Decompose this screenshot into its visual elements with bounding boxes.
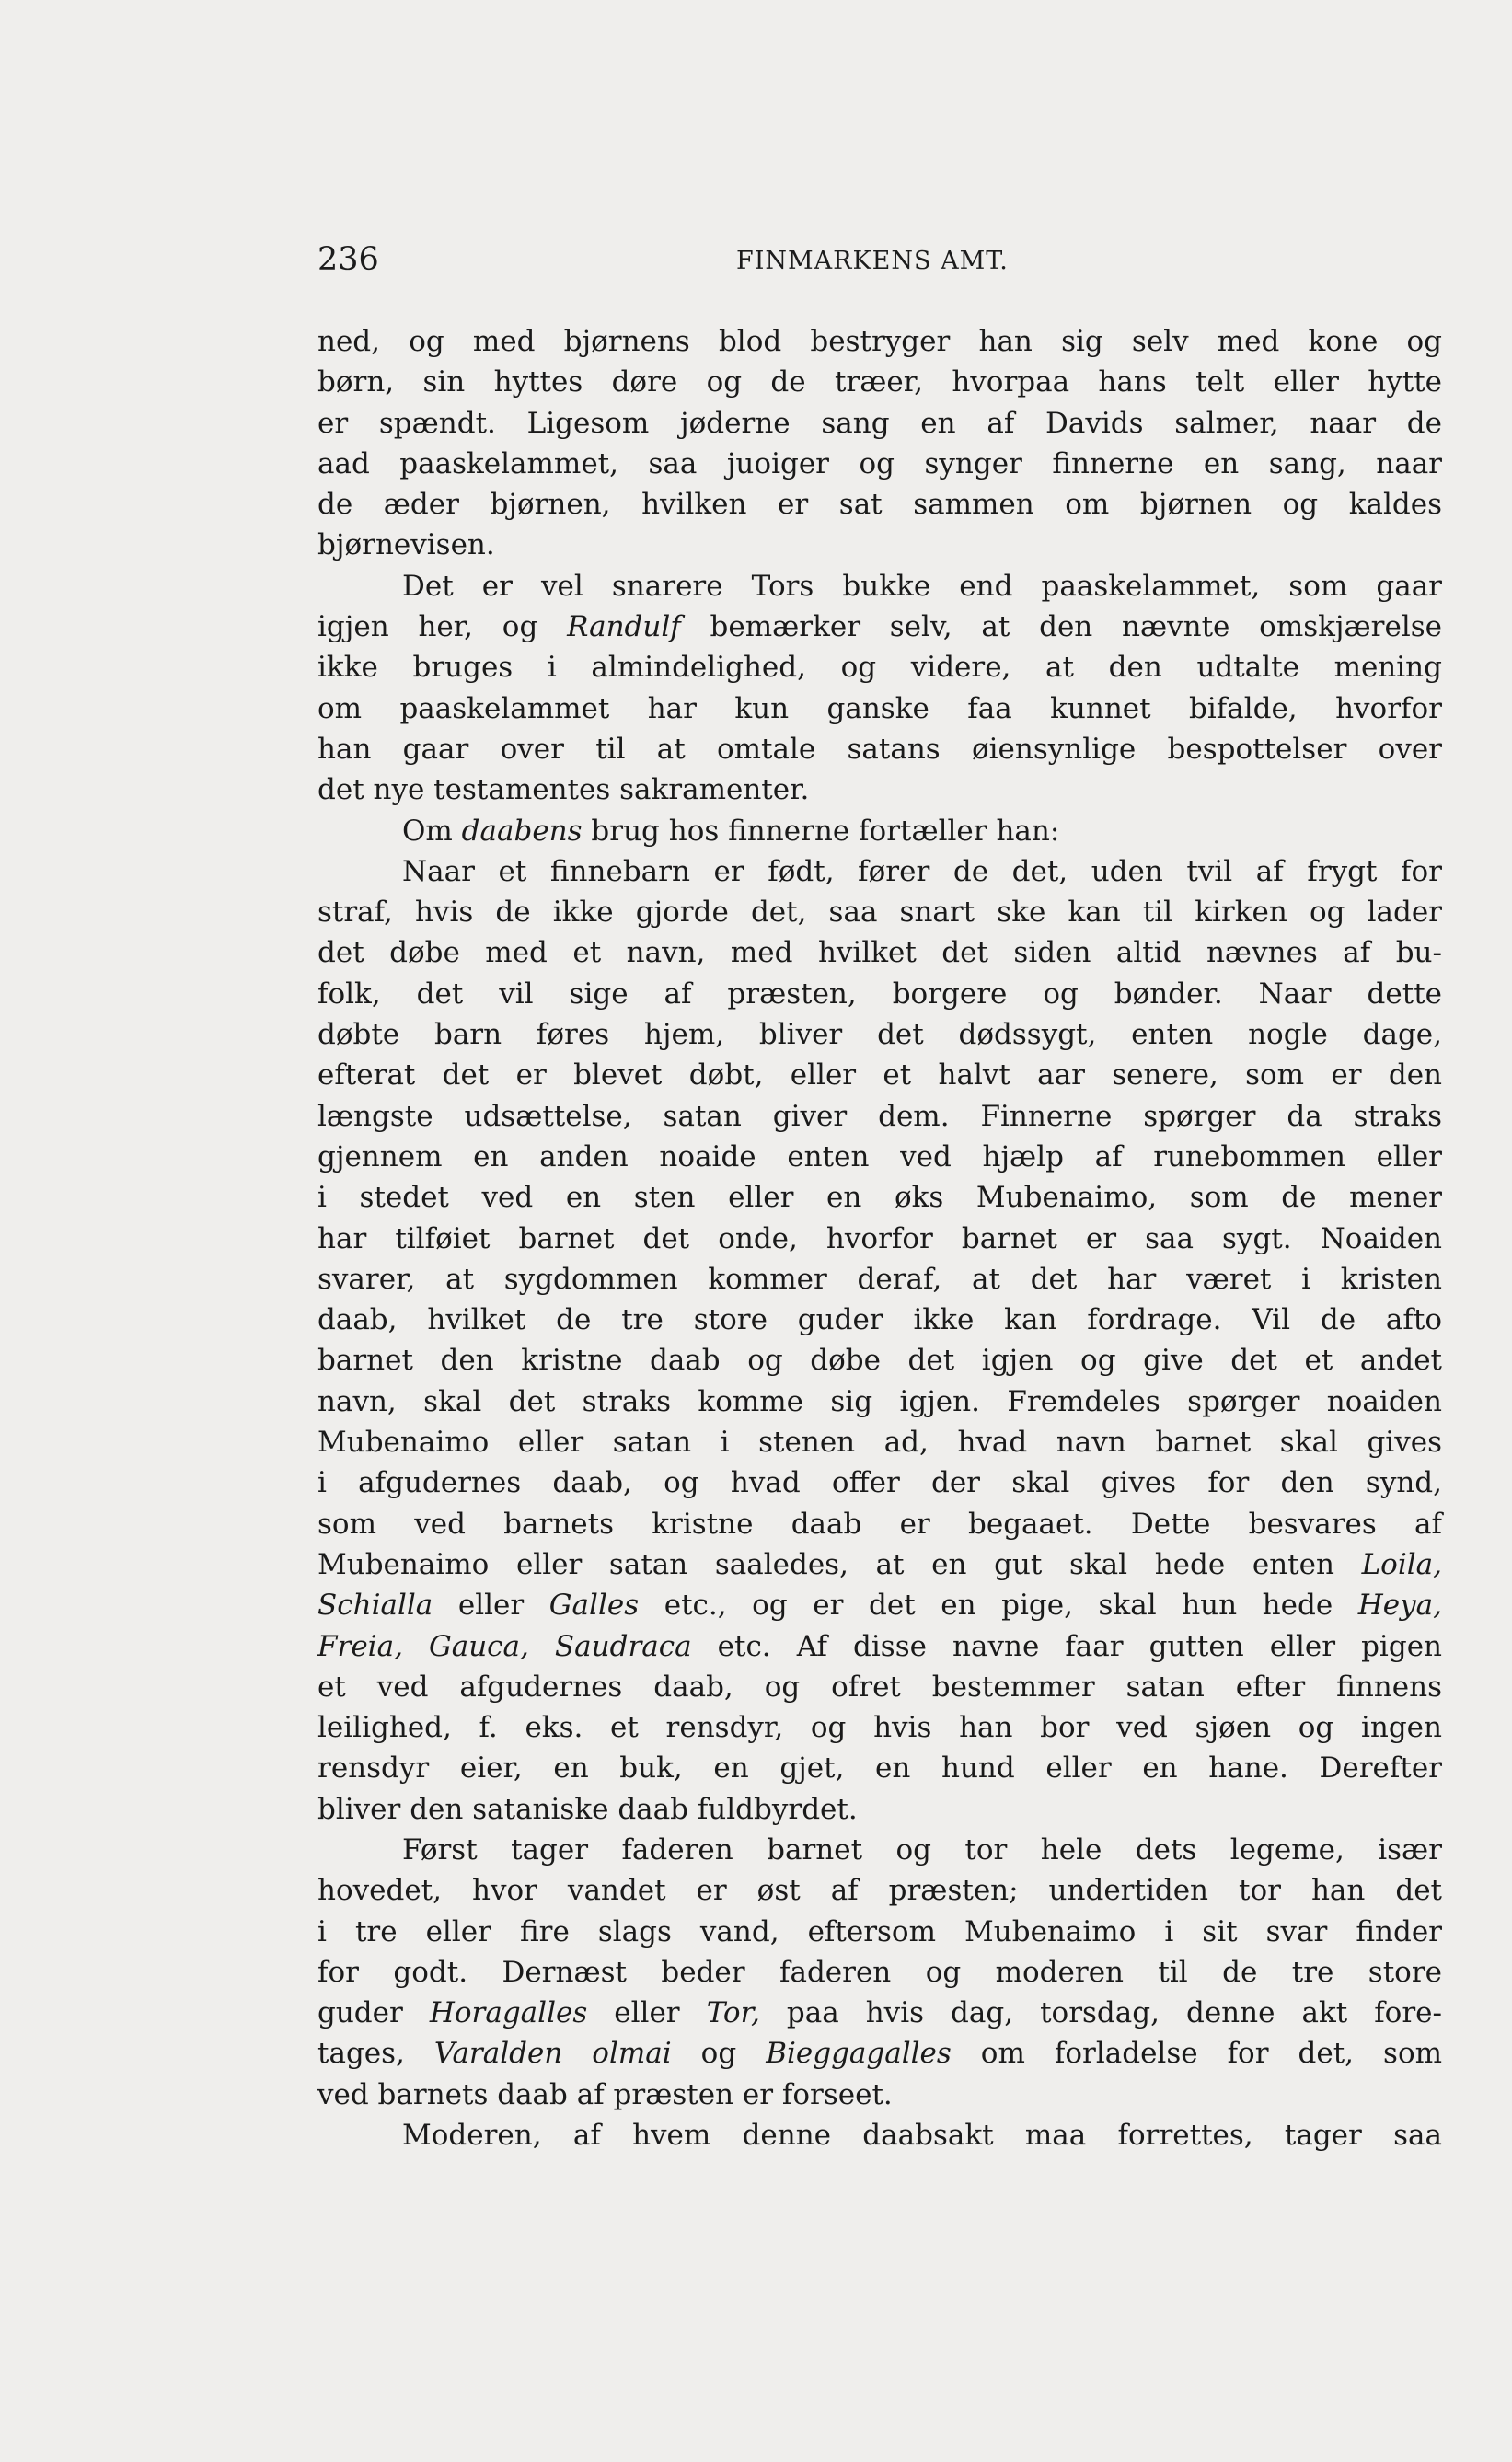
text-line <box>317 1177 1442 1218</box>
text-line <box>317 1504 1442 1544</box>
text-segment: brug hos finnerne fortæller han: <box>582 814 1060 848</box>
text-segment: Mubenaimo eller satan saaledes, at en gut skal hede enten <box>317 1547 1362 1581</box>
text-line <box>317 1259 1442 1300</box>
text-segment: navn, skal det straks komme sig igjen. Fremdeles spørger noaiden <box>317 1384 1442 1418</box>
text-segment: paa hvis dag, torsdag, denne akt fore- <box>759 1996 1442 2030</box>
text-segment: etc., og er det en pige, skal hun hede <box>639 1589 1358 1623</box>
text-line <box>317 484 1442 525</box>
italic-term: Galles <box>548 1589 640 1623</box>
text-segment: svarer, at sygdommen kommer deraf, at det har været i kristen <box>317 1262 1442 1296</box>
text-line <box>317 1219 1442 1259</box>
text-segment: døbte barn føres hjem, bliver det dødssygt, enten nogle dage, <box>317 1018 1442 1052</box>
text-segment: ned, og med bjørnens blod bestryger han sig selv med kone og <box>317 325 1442 358</box>
text-segment: i afgudernes daab, og hvad offer der skal gives for den synd, <box>317 1466 1442 1500</box>
text-segment: i tre eller fire slags vand, eftersom Mubenaimo i sit svar finder <box>317 1914 1442 1948</box>
text-segment: Om <box>402 814 462 848</box>
text-line <box>317 1748 1442 1788</box>
text-segment: leilighed, f. eks. et rensdyr, og hvis han bor ved sjøen og ingen <box>317 1711 1442 1745</box>
text-line <box>317 1952 1442 1993</box>
text-line <box>317 525 1442 565</box>
text-segment: længste udsættelse, satan giver dem. Finnerne spørger da straks <box>317 1099 1442 1133</box>
text-line <box>317 2075 1442 2115</box>
text-segment: ikke bruges i almindelighed, og videre, at den udtalte mening <box>317 651 1442 685</box>
text-line <box>317 1667 1442 1707</box>
text-line <box>317 1300 1442 1340</box>
text-line <box>317 769 1442 810</box>
text-segment: som ved barnets kristne daab er begaaet. Dette besvares af <box>317 1507 1442 1541</box>
page-header <box>317 241 1440 287</box>
text-line <box>317 321 1442 362</box>
text-line <box>317 851 1442 892</box>
text-segment: straf, hvis de ikke gjorde det, saa snart ske kan til kirken og lader <box>317 896 1442 930</box>
text-line <box>317 688 1442 729</box>
text-segment: Naar et finnebarn er født, fører de det, uden tvil af frygt for <box>402 854 1442 888</box>
italic-term: Bieggagalles <box>766 2037 952 2071</box>
text-segment: etc. Af disse navne faar gutten eller pigen <box>691 1629 1442 1663</box>
text-line <box>317 607 1442 647</box>
text-segment: folk, det vil sige af præsten, borgere og bønder. Naar dette <box>317 977 1442 1011</box>
text-segment: bliver den sataniske daab fuldbyrdet. <box>317 1792 858 1826</box>
text-segment: eller <box>587 1996 707 2030</box>
italic-term: Varalden olmai <box>433 2037 672 2071</box>
body-text <box>317 321 1442 2156</box>
italic-term: Loila, <box>1361 1547 1442 1581</box>
text-line <box>317 932 1442 973</box>
text-line <box>317 1830 1442 1870</box>
text-line <box>317 362 1442 402</box>
text-segment: ved barnets daab af præsten er forseet. <box>317 2077 893 2111</box>
text-segment: for godt. Dernæst beder faderen og moderen til de tre store <box>317 1955 1442 1989</box>
text-segment: rensdyr eier, en buk, en gjet, en hund eller en hane. Derefter <box>317 1751 1442 1786</box>
text-segment: efterat det er blevet døbt, eller et halvt aar senere, som er den <box>317 1058 1442 1092</box>
text-line <box>317 1789 1442 1830</box>
text-line <box>317 1137 1442 1177</box>
text-line <box>317 1585 1442 1625</box>
text-segment: aad paaskelammet, saa juoiger og synger finnerne en sang, naar <box>317 446 1442 480</box>
text-segment: Først tager faderen barnet og tor hele dets legeme, især <box>402 1832 1442 1867</box>
italic-term: Randulf <box>567 610 681 644</box>
text-segment: et ved afgudernes daab, og ofret bestemmer satan efter finnens <box>317 1670 1442 1704</box>
text-segment: og <box>671 2037 767 2071</box>
text-segment: bemærker selv, at den nævnte omskjærelse <box>680 610 1442 644</box>
italic-term: Heya, <box>1357 1589 1442 1623</box>
text-line <box>317 1340 1442 1381</box>
italic-term: Freia, Gauca, Saudraca <box>317 1629 692 1663</box>
text-line <box>317 566 1442 607</box>
text-segment: om forladelse for det, som <box>951 2037 1443 2071</box>
text-line <box>317 647 1442 688</box>
text-line <box>317 1993 1442 2033</box>
text-line <box>317 974 1442 1014</box>
text-segment: det nye testamentes sakramenter. <box>317 773 810 807</box>
text-segment: igjen her, og <box>317 610 568 644</box>
running-head: FINMARKENS AMT. <box>736 247 1009 275</box>
italic-term: Horagalles <box>429 1996 588 2030</box>
italic-term: Schialla <box>317 1589 433 1623</box>
text-segment: i stedet ved en sten eller en øks Mubenaimo, som de mener <box>317 1181 1442 1215</box>
text-line <box>317 811 1442 851</box>
text-segment: er spændt. Ligesom jøderne sang en af Davids salmer, naar de <box>317 406 1442 440</box>
text-line <box>317 892 1442 932</box>
page-number: 236 <box>317 241 379 278</box>
text-line <box>317 1096 1442 1137</box>
text-line <box>317 444 1442 484</box>
text-segment: hovedet, hvor vandet er øst af præsten; undertiden tor han det <box>317 1874 1442 1908</box>
text-line <box>317 2115 1442 2156</box>
text-line <box>317 1912 1442 1952</box>
text-line <box>317 1381 1442 1422</box>
text-segment: om paaskelammet har kun ganske faa kunnet bifalde, hvorfor <box>317 691 1442 725</box>
text-segment: det døbe med et navn, med hvilket det siden altid nævnes af bu- <box>317 936 1442 970</box>
italic-term: daabens <box>461 814 583 848</box>
text-segment: gjennem en anden noaide enten ved hjælp af runebommen eller <box>317 1139 1442 1173</box>
text-segment: Mubenaimo eller satan i stenen ad, hvad navn barnet skal gives <box>317 1426 1442 1460</box>
text-segment: Det er vel snarere Tors bukke end paaskelammet, som gaar <box>402 569 1442 603</box>
text-line <box>317 729 1442 769</box>
text-line <box>317 1870 1442 1911</box>
text-segment: har tilføiet barnet det onde, hvorfor barnet er saa sygt. Noaiden <box>317 1221 1442 1255</box>
text-line <box>317 1055 1442 1095</box>
text-line <box>317 403 1442 444</box>
text-line <box>317 1422 1442 1462</box>
text-segment: han gaar over til at omtale satans øiensynlige bespottelser over <box>317 732 1442 766</box>
text-segment: eller <box>433 1589 549 1623</box>
text-segment: bjørnevisen. <box>317 528 495 562</box>
text-segment: de æder bjørnen, hvilken er sat sammen om bjørnen og kaldes <box>317 488 1442 522</box>
italic-term: Tor, <box>706 1996 760 2030</box>
text-segment: daab, hvilket de tre store guder ikke kan fordrage. Vil de afto <box>317 1303 1442 1337</box>
text-segment: tages, <box>317 2037 434 2071</box>
text-line <box>317 1544 1442 1585</box>
text-segment: børn, sin hyttes døre og de træer, hvorpaa hans telt eller hytte <box>317 365 1442 399</box>
text-segment: guder <box>317 1996 430 2030</box>
text-line <box>317 1707 1442 1748</box>
text-segment: Moderen, af hvem denne daabsakt maa forrettes, tager saa <box>402 2119 1442 2153</box>
text-line <box>317 2033 1442 2074</box>
text-line <box>317 1014 1442 1055</box>
text-line <box>317 1462 1442 1503</box>
text-segment: barnet den kristne daab og døbe det igjen og give det et andet <box>317 1344 1442 1378</box>
text-line <box>317 1626 1442 1667</box>
